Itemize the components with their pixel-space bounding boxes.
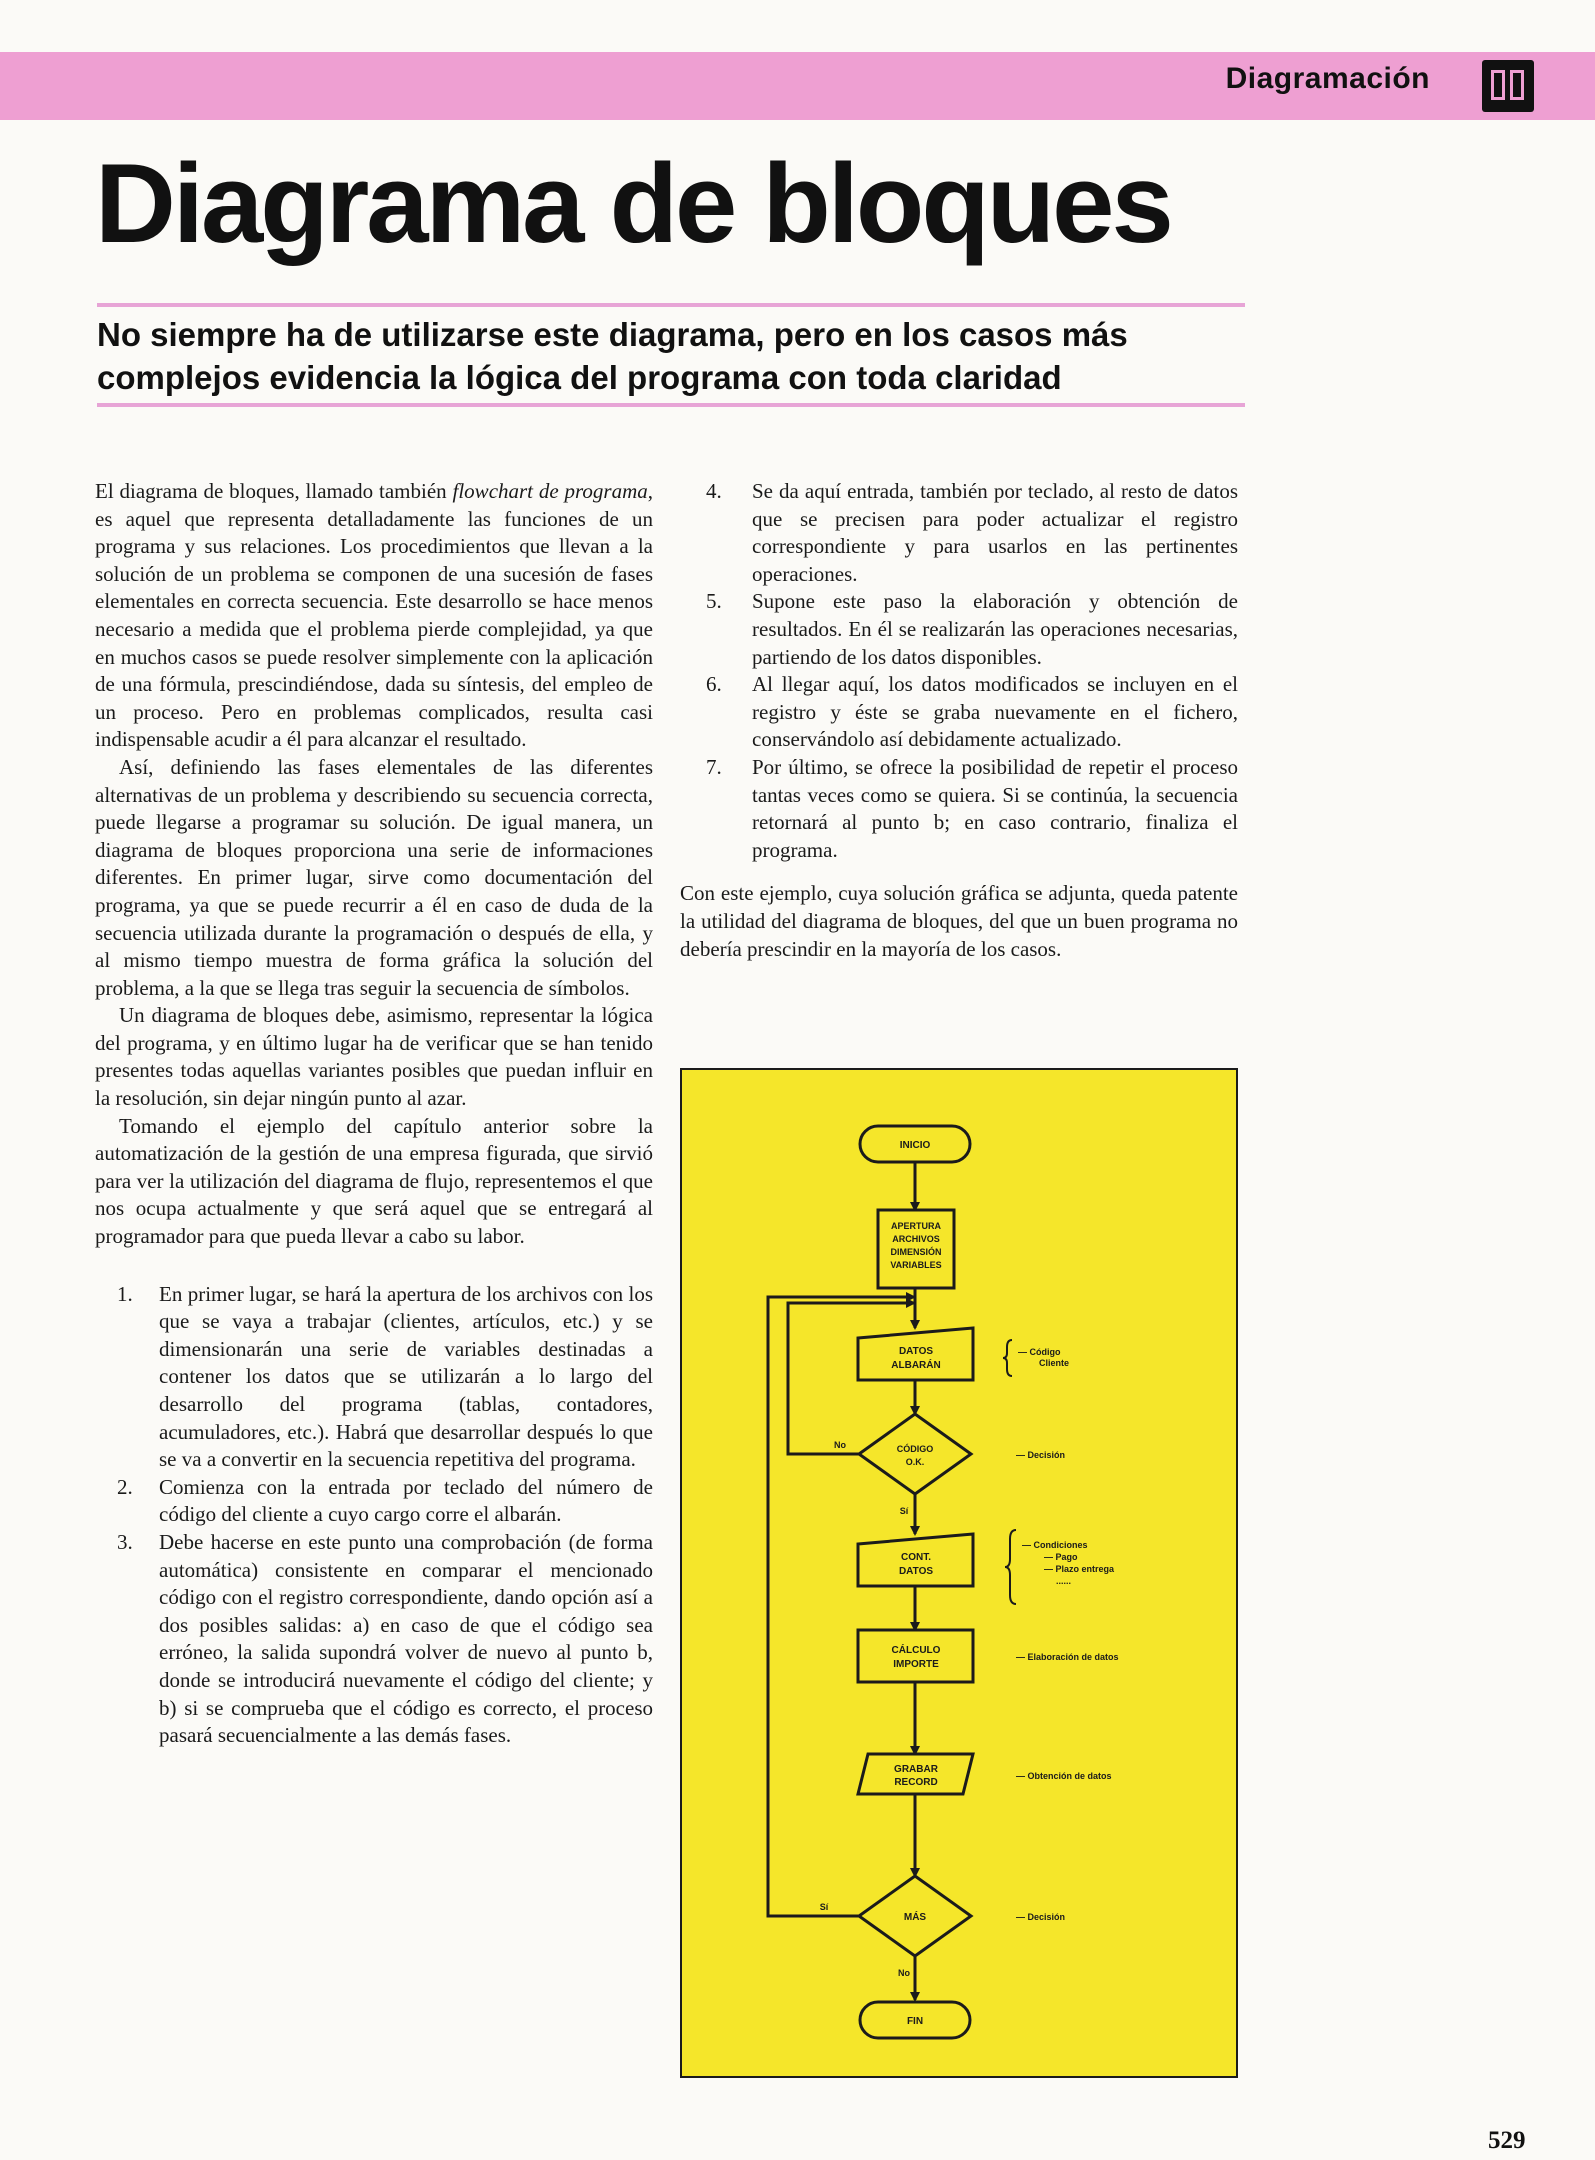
apertura-line-3: DIMENSIÓN bbox=[890, 1247, 942, 1257]
page-number: 529 bbox=[1488, 2127, 1526, 2154]
calculo-line-1: CÁLCULO bbox=[891, 1645, 941, 1656]
list-item: 7. Por último, se ofrece la posibilidad de repetir el proceso tantas veces como se quiera. Si se continúa, la secuencia retornará al punto b; en caso contrario, finaliza el programa. bbox=[706, 754, 1238, 862]
paragraph-3: Un diagrama de bloques debe, asimismo, representar la lógica del programa, y en último lugar ha de verificar que se han tenido presentes todas aquellas variantes posibles que puedan influir en la resolución, sin dejar ningún punto al azar. bbox=[95, 1003, 653, 1111]
mas-note: — Decisión bbox=[1016, 1912, 1066, 1922]
grabar-line-1: GRABAR bbox=[894, 1764, 938, 1775]
subtitle: No siempre ha de utilizarse este diagrama, pero en los casos más complejos evidencia la lógica del programa con toda claridad bbox=[97, 316, 1128, 396]
cont-line-1: CONT. bbox=[901, 1552, 931, 1563]
steps-list-left bbox=[95, 1281, 653, 1750]
two-panel-emblem-icon bbox=[1482, 60, 1534, 112]
apertura-line-2: ARCHIVOS bbox=[892, 1234, 940, 1244]
cont-note-line-3: — Plazo entrega bbox=[1044, 1564, 1115, 1574]
flowchart-term: flowchart de programa bbox=[452, 479, 648, 503]
flowchart-panel bbox=[680, 1068, 1238, 2078]
codigo-note: — Decisión bbox=[1016, 1450, 1066, 1460]
cont-note-line-4: ...... bbox=[1056, 1576, 1072, 1586]
page-title: Diagrama de bloques bbox=[95, 141, 1171, 266]
paragraph-1: El diagrama de bloques, llamado también flowchart de programa, es aquel que representa detalladamente las funciones de un programa y sus relaciones. Los procedimientos que llevan a la solución de un problema se componen de una sucesión de fases elementales en correcta secuencia. Este desarrollo se hace menos necesario a medida que el problema pierde complejidad, ya que en muchos casos se puede resolver simplemente con la aplicación de una fórmula, prescindiéndose, dada su síntesis, del empleo de un proceso. Pero en problemas complicados, resulta casi indispensable acudir a él para alcanzar el resultado. bbox=[95, 479, 653, 752]
paragraph-4: Tomando el ejemplo del capítulo anterior sobre la automatización de la gestión de una empresa figurada, que sirvió para ver la utilización del diagrama de flujo, representemos el que nos ocupa actualmente y que será aquel que se entregará al programador para que pueda llevar a cabo su labor. bbox=[95, 1113, 653, 1249]
calculo-process bbox=[858, 1630, 973, 1682]
grabar-note: — Obtención de datos bbox=[1016, 1771, 1112, 1781]
codigo-decision bbox=[859, 1414, 971, 1494]
apertura-line-4: VARIABLES bbox=[890, 1260, 942, 1270]
mas-label: MÁS bbox=[903, 1912, 927, 1923]
calculo-line-2: IMPORTE bbox=[893, 1659, 939, 1670]
list-item: 4. Se da aquí entrada, también por teclado, al resto de datos que se precisen para poder actualizar el registro correspondiente y para usarlos en las pertinentes operaciones. bbox=[706, 479, 1238, 586]
cont-note-line-2: — Pago bbox=[1044, 1552, 1078, 1562]
inicio-label: INICIO bbox=[899, 1140, 931, 1151]
datos-note-line-2: Cliente bbox=[1039, 1358, 1070, 1368]
codigo-line-1: CÓDIGO bbox=[896, 1444, 934, 1454]
codigo-line-2: O.K. bbox=[905, 1457, 925, 1467]
section-label: Diagramación bbox=[1225, 62, 1430, 95]
grabar-line-2: RECORD bbox=[894, 1777, 938, 1788]
connector-mas-si-loop bbox=[768, 1297, 914, 1916]
cont-note-line-1: — Condiciones bbox=[1022, 1540, 1088, 1550]
list-item: 1. En primer lugar, se hará la apertura de los archivos con los que se vaya a trabajar (clientes, artículos, etc.) y se dimensionarán una serie de variables destinadas a contener los datos que se utilizarán a lo largo del desarrollo del programa (tablas, contadores, acumuladores, etc.). Habrá que desarrollar después lo que se va a convertir en la secuencia repetitiva del programa. bbox=[117, 1281, 653, 1472]
list-item: 6. Al llegar aquí, los datos modificados se incluyen en el registro y éste se graba nuevamente en el fichero, conservándolo así debidamente actualizado. bbox=[706, 672, 1238, 752]
datos-line-2: ALBARÁN bbox=[891, 1360, 941, 1371]
steps-list-right bbox=[680, 478, 1238, 864]
codigo-no-label: No bbox=[834, 1440, 846, 1450]
cont-line-2: DATOS bbox=[898, 1566, 934, 1577]
cont-note-brace bbox=[1005, 1530, 1016, 1604]
list-item: 2. Comienza con la entrada por teclado del número de código del cliente a cuyo cargo corre el albarán. bbox=[117, 1474, 653, 1527]
datos-note-brace bbox=[1003, 1340, 1012, 1376]
list-item: 5. Supone este paso la elaboración y obtención de resultados. En él se realizarán las operaciones necesarias, partiendo de los datos disponibles. bbox=[706, 589, 1238, 669]
apertura-line-1: APERTURA bbox=[890, 1221, 942, 1231]
flowchart-diagram bbox=[682, 1070, 1236, 2076]
paragraph-2: Así, definiendo las fases elementales de las diferentes alternativas de un problema y describiendo su secuencia correcta, puede llegarse a programar su solución. De igual manera, un diagrama de bloques proporciona una serie de informaciones diferentes. En primer lugar, sirve como documentación del programa, ya que se puede recurrir a él en caso de duda de la secuencia utilizada durante la programación o después de ella, y al mismo tiempo muestra de forma gráfica la solución del problema, a la que se llega tras seguir la secuencia de símbolos. bbox=[95, 754, 653, 1000]
subtitle-top-rule bbox=[97, 303, 1245, 307]
right-column bbox=[680, 478, 1238, 963]
mas-no-label: No bbox=[898, 1968, 910, 1978]
list-item: 3. Debe hacerse en este punto una comprobación (de forma automática) consistente en comparar el mencionado código con el registro correspondiente, dando opción así a dos posibles salidas: a) en caso de que el código sea erróneo, la salida supondrá volver de nuevo al punto b, donde se introducirá nuevamente el código del cliente; y b) si se comprueba que el código es correcto, el proceso pasará secuencialmente a las demás fases. bbox=[117, 1529, 653, 1748]
datos-line-1: DATOS bbox=[898, 1346, 934, 1357]
left-column bbox=[95, 478, 653, 1750]
mas-si-label: Sí bbox=[819, 1902, 829, 1912]
fin-label: FIN bbox=[906, 2016, 924, 2027]
calculo-note: — Elaboración de datos bbox=[1016, 1652, 1119, 1662]
closing-paragraph: Con este ejemplo, cuya solución gráfica se adjunta, queda patente la utilidad del diagrama de bloques, del que un buen programa no debería prescindir en la mayoría de los casos. bbox=[680, 881, 1238, 961]
codigo-si-label: Sí bbox=[899, 1506, 909, 1516]
subtitle-bottom-rule bbox=[97, 403, 1245, 407]
datos-note-line-1: — Código bbox=[1018, 1347, 1061, 1357]
